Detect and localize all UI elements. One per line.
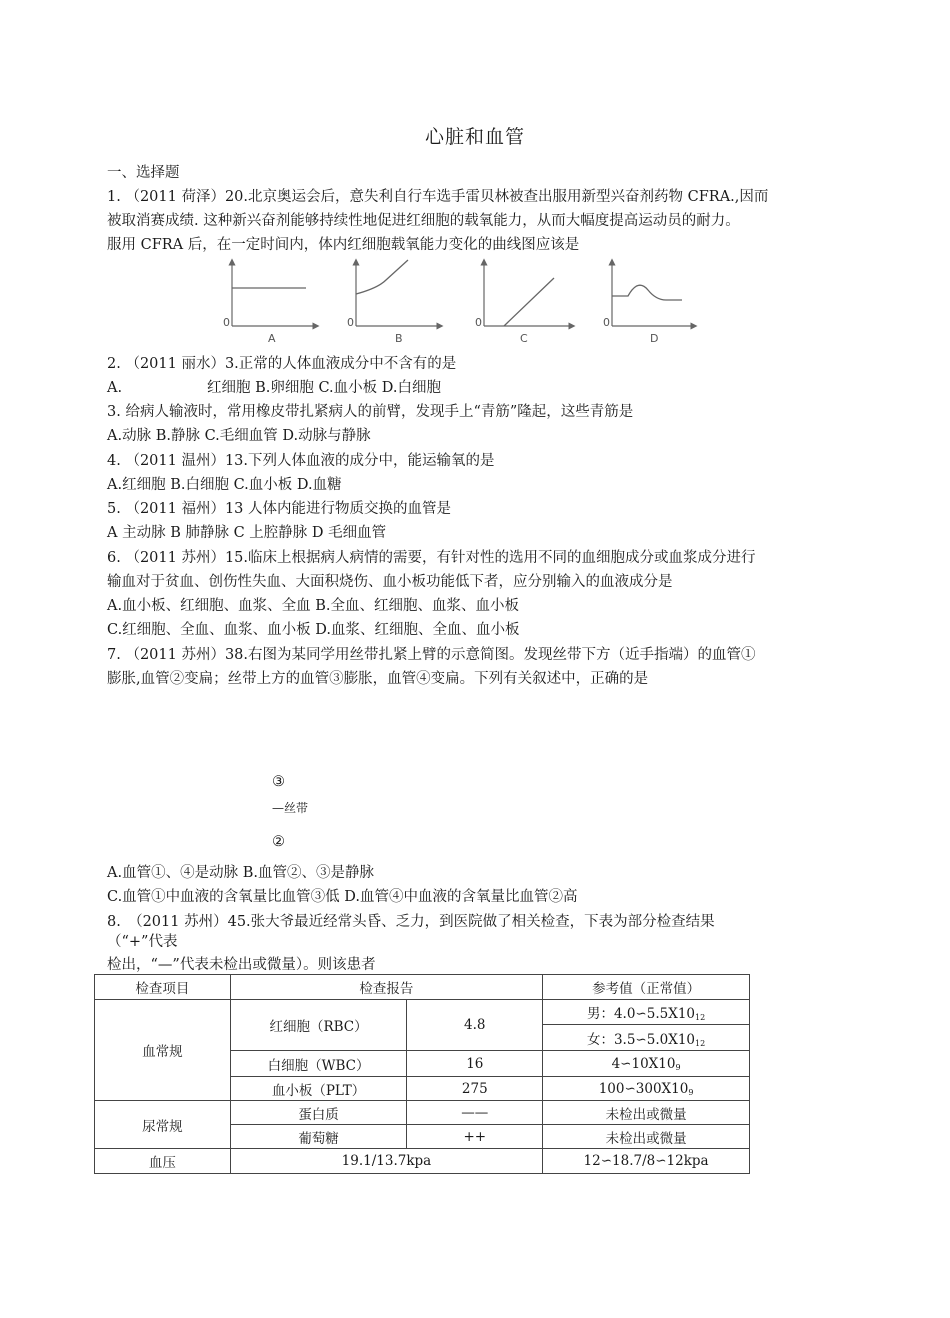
q1-line-3: 服用 CFRA 后，在一定时间内，体内红细胞载氧能力变化的曲线图应该是 — [107, 237, 580, 253]
q7-line-2: 膨胀,血管②变扁；丝带上方的血管③膨胀，血管④变扁。下列有关叙述中，正确的是 — [107, 671, 649, 687]
q6-options-2: C.红细胞、全血、血浆、血小板 D.血浆、红细胞、全血、血小板 — [107, 622, 520, 638]
figure-band-label: —丝带 — [272, 801, 309, 815]
q8-line-2: （“+”代表 — [107, 934, 178, 950]
chart-d-label: D — [650, 332, 659, 345]
protein-value: —— — [407, 1101, 543, 1125]
q3-stem: 3. 给病人输液时，常用橡皮带扎紧病人的前臂，发现手上“青筋”隆起，这些青筋是 — [107, 404, 634, 420]
blood-pressure-label: 血压 — [95, 1149, 231, 1174]
q2-option-a-letter: A. — [107, 380, 123, 396]
chart-a-origin: 0 — [223, 316, 230, 329]
chart-b-origin: 0 — [347, 316, 354, 329]
blood-pressure-value: 19.1/13.7kpa — [230, 1149, 542, 1174]
q2-stem: 2. （2011 丽水）3.正常的人体血液成分中不含有的是 — [107, 356, 457, 372]
plt-value: 275 — [407, 1077, 543, 1101]
q8-line-3: 检出，“—”代表未检出或微量）。则该患者 — [107, 957, 376, 973]
wbc-value: 16 — [407, 1051, 543, 1077]
category-blood-routine: 血常规 — [95, 1000, 231, 1101]
rbc-reference-female: 女：$3.5∽5.0X10_{12}$ — [543, 1025, 750, 1051]
figure-mark-2: ② — [272, 834, 285, 850]
protein-label: 蛋白质 — [230, 1101, 407, 1125]
q7-line-1: 7. （2011 苏州）38.右图为某同学用丝带扎紧上臂的示意简图。发现丝带下方（近手指端）的血管① — [107, 647, 756, 663]
glucose-label: 葡萄糖 — [230, 1125, 407, 1149]
q7-options-1: A.血管①、④是动脉 B.血管②、③是静脉 — [107, 865, 374, 881]
header-item: 检查项目 — [95, 975, 231, 1000]
q1-option-charts — [218, 258, 698, 350]
chart-a-label: A — [268, 332, 276, 345]
glucose-reference: 未检出或微量 — [543, 1125, 750, 1149]
q1-line-2: 被取消赛成绩. 这种新兴奋剂能够持续性地促进红细胞的载氧能力，从而大幅度提高运动员的耐力。 — [107, 213, 740, 229]
q4-stem: 4. （2011 温州）13.下列人体血液的成分中，能运输氧的是 — [107, 453, 495, 469]
chart-c-curve — [504, 278, 554, 326]
page-title: 心脏和血管 — [424, 126, 525, 148]
q7-options-2: C.血管①中血液的含氧量比血管③低 D.血管④中血液的含氧量比血管②高 — [107, 889, 578, 905]
chart-a — [223, 262, 316, 345]
exam-results-table — [94, 974, 750, 1174]
q5-stem: 5. （2011 福州）13 人体内能进行物质交换的血管是 — [107, 501, 452, 517]
glucose-value: ++ — [407, 1125, 543, 1149]
q6-line-2: 输血对于贫血、创伤性失血、大面积烧伤、血小板功能低下者，应分别输入的血液成分是 — [107, 574, 673, 590]
table-header-row — [95, 975, 750, 1000]
rbc-value: 4.8 — [407, 1000, 543, 1051]
chart-d-curve — [612, 285, 682, 300]
plt-label: 血小板（PLT） — [230, 1077, 407, 1101]
wbc-label: 白细胞（WBC） — [230, 1051, 407, 1077]
chart-b-curve — [356, 260, 408, 294]
chart-b-label: B — [395, 332, 403, 345]
q5-options: A 主动脉 B 肺静脉 C 上腔静脉 D 毛细血管 — [107, 525, 387, 541]
blood-pressure-reference: 12∽18.7/8∽12kpa — [543, 1149, 750, 1174]
chart-b — [347, 260, 440, 345]
q4-options: A.红细胞 B.白细胞 C.血小板 D.血糖 — [107, 477, 342, 493]
protein-reference: 未检出或微量 — [543, 1101, 750, 1125]
q1-line-1: 1. （2011 荷泽）20.北京奥运会后，意失利自行车选手雷贝林被查出服用新型兴奋剂药物 CFRA.,因而 — [107, 189, 769, 205]
chart-c-origin: 0 — [475, 316, 482, 329]
category-urine-routine: 尿常规 — [95, 1101, 231, 1149]
header-reference: 参考值（正常值） — [543, 975, 750, 1000]
table-row — [95, 1000, 750, 1025]
q3-options: A.动脉 B.静脉 C.毛细血管 D.动脉与静脉 — [107, 428, 371, 444]
q2-options: 红细胞 B.卵细胞 C.血小板 D.白细胞 — [207, 380, 441, 396]
rbc-reference-male: 男：$4.0∽5.5X10_{12}$ — [543, 1000, 750, 1025]
header-report: 检查报告 — [230, 975, 542, 1000]
chart-d — [603, 262, 694, 345]
q8-line-1: 8. （2011 苏州）45.张大爷最近经常头昏、乏力，到医院做了相关检查，下表为部分检查结果 — [107, 914, 715, 930]
plt-reference: $100∽300X10_9$ — [543, 1077, 750, 1101]
table-row — [95, 1149, 750, 1174]
table-row — [95, 1101, 750, 1125]
section-heading: 一、选择题 — [107, 165, 180, 181]
chart-c-label: C — [520, 332, 528, 345]
figure-mark-3: ③ — [272, 774, 285, 790]
chart-c — [475, 262, 572, 345]
wbc-reference: $4∽10X10_9$ — [543, 1051, 750, 1077]
rbc-label: 红细胞（RBC） — [230, 1000, 407, 1051]
q6-options-1: A.血小板、红细胞、血浆、全血 B.全血、红细胞、血浆、血小板 — [107, 598, 519, 614]
chart-d-origin: 0 — [603, 316, 610, 329]
q6-line-1: 6. （2011 苏州）15.临床上根据病人病情的需要，有针对性的选用不同的血细胞成分或血浆成分进行 — [107, 550, 756, 566]
